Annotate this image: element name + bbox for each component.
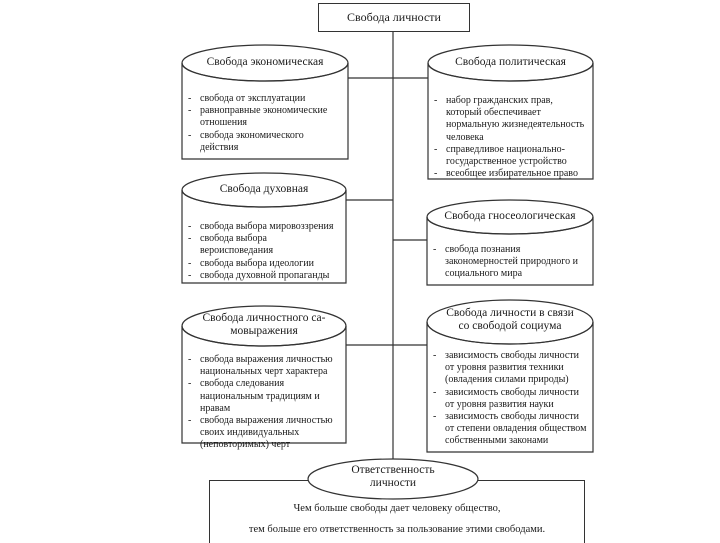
list-item: - всеобщее избирательное право — [432, 168, 589, 180]
list-item: - свобода следования национальным традициям и нравам — [186, 378, 342, 415]
responsibility-block — [308, 458, 478, 500]
responsibility-heading-line2: личности — [369, 477, 417, 490]
society-heading-line1: Свобода личности в связи — [446, 307, 574, 319]
political-heading: Свобода политическая — [455, 56, 566, 68]
economic-heading: Свобода экономическая — [206, 56, 324, 68]
society-freedom-block — [427, 300, 593, 455]
list-item: - свобода познания закономерностей природного и социального мира — [431, 244, 589, 281]
society-heading — [427, 307, 593, 333]
self-expression-heading-line2: мовыражения — [230, 325, 298, 338]
political-freedom-block — [428, 45, 593, 183]
list-item: - зависимость свободы личности от уровня развития техники (овладения силами природы) — [431, 350, 589, 387]
list-item: - свобода выбора вероисповедания — [186, 233, 342, 257]
list-item: - свобода выбора идеологии — [186, 258, 342, 270]
political-list — [432, 95, 589, 180]
list-item: - свобода выбора мировоззрения — [186, 221, 342, 233]
self-expression-list — [186, 354, 342, 452]
list-item: - справедливое национально-государственное устройство — [432, 144, 589, 168]
gnoseological-freedom-block — [427, 200, 593, 288]
responsibility-heading — [308, 464, 478, 490]
self-expression-heading — [182, 312, 346, 338]
society-heading-line2: со свободой социума — [458, 320, 562, 333]
list-item: - набор гражданских прав, который обеспечивает нормальную жизнедеятельность человека — [432, 95, 589, 144]
list-item: - зависимость свободы личности от уровня развития науки — [431, 387, 589, 411]
economic-list — [186, 93, 344, 154]
self-expression-freedom-block — [182, 306, 346, 451]
list-item: - свобода от эксплуатации — [186, 93, 344, 105]
list-item: - зависимость свободы личности от степени овладения обществом собственными законами — [431, 411, 589, 448]
self-expression-heading-line1: Свобода личностного са- — [202, 312, 326, 324]
gnoseological-heading: Свобода гносеологическая — [444, 210, 576, 222]
conclusion-line2: тем больше его ответственность за пользование этими свободами. — [248, 523, 546, 535]
list-item: - свобода экономического действия — [186, 130, 344, 154]
society-list — [431, 350, 589, 448]
spiritual-heading: Свобода духовная — [219, 183, 309, 195]
conclusion-line1: Чем больше свободы дает человеку общество, — [293, 503, 501, 514]
list-item: - свобода духовной пропаганды — [186, 270, 342, 282]
gnoseological-list — [431, 244, 589, 281]
spiritual-list — [186, 221, 342, 282]
list-item: - свобода выражения личностью национальных черт характера — [186, 354, 342, 378]
economic-freedom-block — [182, 45, 348, 163]
spiritual-freedom-block — [182, 173, 346, 286]
responsibility-heading-line1: Ответственность — [351, 464, 435, 476]
page-title: Свобода личности — [318, 3, 470, 32]
list-item: - свобода выражения личностью своих индивидуальных (неповторимых) черт — [186, 415, 342, 452]
list-item: - равноправные экономические отношения — [186, 105, 344, 129]
